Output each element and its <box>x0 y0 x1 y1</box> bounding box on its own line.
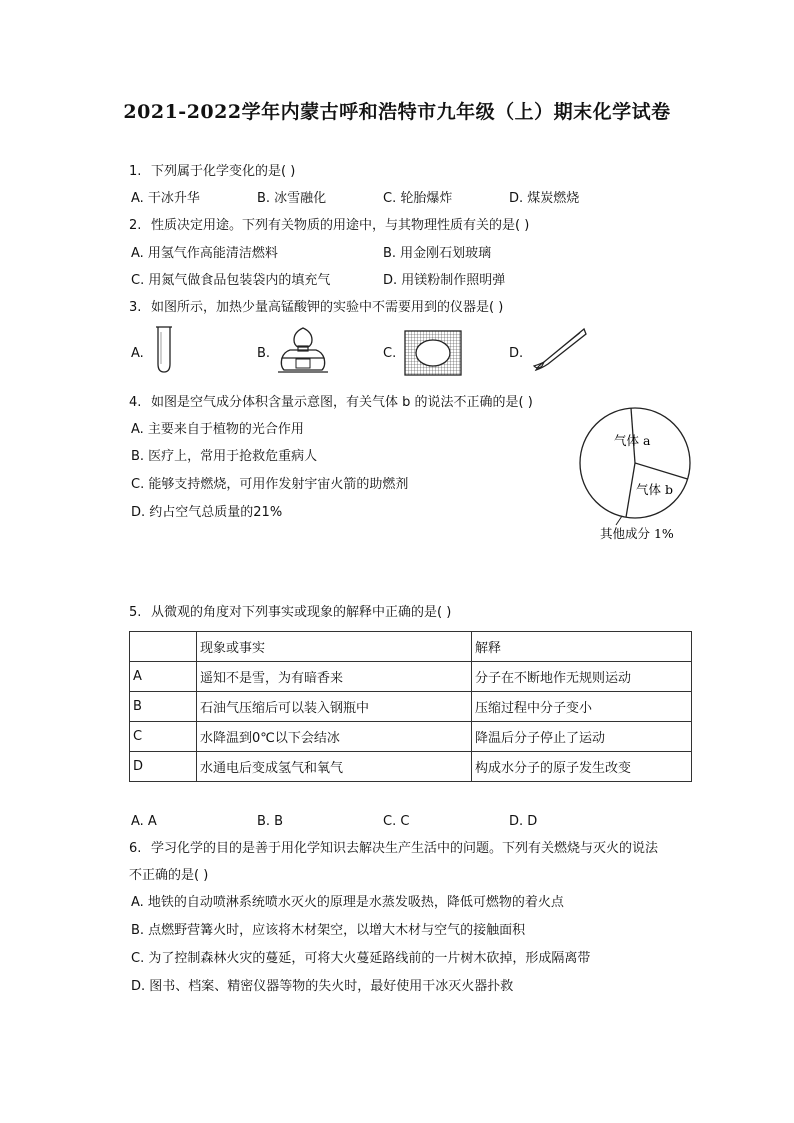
table-header-cell: 解释 <box>472 632 692 662</box>
table-cell: 构成水分子的原子发生改变 <box>472 752 692 782</box>
table-cell: C <box>130 722 197 752</box>
pie-divider-other <box>626 463 635 517</box>
table-header-row <box>130 632 692 662</box>
question-5-stem <box>129 604 451 622</box>
table-cell: 水降温到0℃以下会结冰 <box>197 722 472 752</box>
table-cell: D <box>130 752 197 782</box>
table-cell: 石油气压缩后可以装入钢瓶中 <box>197 692 472 722</box>
q6-option-b: B. 点燃野营篝火时，应该将木材架空，以增大木材与空气的接触面积 <box>131 923 526 938</box>
q3-option-b: B. <box>257 346 271 361</box>
table-row <box>130 692 692 722</box>
pie-label-gas-a: 气体 a <box>614 433 651 448</box>
question-4-stem <box>129 394 533 412</box>
question-number: 5. <box>129 605 142 620</box>
q3-option-c: C. <box>383 346 397 361</box>
question-number: 1. <box>129 164 142 179</box>
q3-option-d: D. <box>509 346 524 361</box>
question-6-stem <box>129 840 658 858</box>
q1-option-c: C. 轮胎爆炸 <box>383 191 453 206</box>
table-cell: 分子在不断地作无规则运动 <box>472 662 692 692</box>
q6-option-a: A. 地铁的自动喷淋系统喷水灭火的原理是水蒸发吸热，降低可燃物的着火点 <box>131 895 564 910</box>
air-composition-pie <box>572 398 702 548</box>
question-2-stem <box>129 217 529 235</box>
table-row <box>130 752 692 782</box>
pie-label-gas-b: 气体 b <box>636 482 673 497</box>
pie-label-other: 其他成分 1% <box>600 526 674 541</box>
pie-divider-b <box>635 463 688 479</box>
question-6-stem-cont: 不正确的是( ) <box>129 868 209 883</box>
q5-option-c: C. C <box>383 814 410 829</box>
table-header-cell: 现象或事实 <box>197 632 472 662</box>
question-text: 从微观的角度对下列事实或现象的解释中正确的是( ) <box>151 605 452 620</box>
q6-option-c: C. 为了控制森林火灾的蔓延，可将大火蔓延路线前的一片树木砍掉，形成隔离带 <box>131 951 591 966</box>
table-cell: 压缩过程中分子变小 <box>472 692 692 722</box>
question-text: 如图所示，加热少量高锰酸钾的实验中不需要用到的仪器是( ) <box>151 300 504 315</box>
q5-option-a: A. A <box>131 814 157 829</box>
pie-leader-line <box>616 516 622 525</box>
table-cell: 降温后分子停止了运动 <box>472 722 692 752</box>
table-header-cell <box>130 632 197 662</box>
page-title: 2021-2022学年内蒙古呼和浩特市九年级（上）期末化学试卷 <box>123 101 671 123</box>
q1-option-d: D. 煤炭燃烧 <box>509 191 580 206</box>
question-text: 学习化学的目的是善于用化学知识去解决生产生活中的问题。下列有关燃烧与灭火的说法 <box>151 841 659 856</box>
table-cell: 遥知不是雪，为有暗香来 <box>197 662 472 692</box>
alcohol-lamp-icon <box>272 326 334 374</box>
q2-option-b: B. 用金刚石划玻璃 <box>383 246 492 261</box>
table-row <box>130 662 692 692</box>
wire-gauze-icon <box>405 331 461 375</box>
question-5-table <box>129 631 692 782</box>
q2-option-a: A. 用氢气作高能清洁燃料 <box>131 246 278 261</box>
q1-option-a: A. 干冰升华 <box>131 191 200 206</box>
table-cell: A <box>130 662 197 692</box>
q5-option-b: B. B <box>257 814 284 829</box>
q2-option-c: C. 用氮气做食品包装袋内的填充气 <box>131 273 331 288</box>
question-number: 2. <box>129 218 142 233</box>
table-cell: 水通电后变成氢气和氧气 <box>197 752 472 782</box>
question-number: 6. <box>129 841 142 856</box>
question-text: 下列属于化学变化的是( ) <box>151 164 296 179</box>
table-row <box>130 722 692 752</box>
question-text: 如图是空气成分体积含量示意图，有关气体 b 的说法不正确的是( ) <box>151 395 533 410</box>
test-tube-icon <box>152 326 176 374</box>
table-cell: B <box>130 692 197 722</box>
q4-option-a: A. 主要来自于植物的光合作用 <box>131 422 304 437</box>
question-1-stem <box>129 163 295 181</box>
question-text: 性质决定用途。下列有关物质的用途中，与其物理性质有关的是( ) <box>151 218 530 233</box>
question-number: 4. <box>129 395 142 410</box>
q2-option-d: D. 用镁粉制作照明弹 <box>383 273 506 288</box>
q6-option-d: D. 图书、档案、精密仪器等物的失火时，最好使用干冰灭火器扑救 <box>131 979 514 994</box>
question-number: 3. <box>129 300 142 315</box>
q4-option-d: D. 约占空气总质量的21% <box>131 505 283 520</box>
tongs-icon <box>530 326 588 374</box>
q3-option-a: A. <box>131 346 144 361</box>
q4-option-c: C. 能够支持燃烧，可用作发射宇宙火箭的助燃剂 <box>131 477 409 492</box>
q4-option-b: B. 医疗上，常用于抢救危重病人 <box>131 449 318 464</box>
q1-option-b: B. 冰雪融化 <box>257 191 327 206</box>
question-3-stem <box>129 299 503 317</box>
q5-option-d: D. D <box>509 814 538 829</box>
